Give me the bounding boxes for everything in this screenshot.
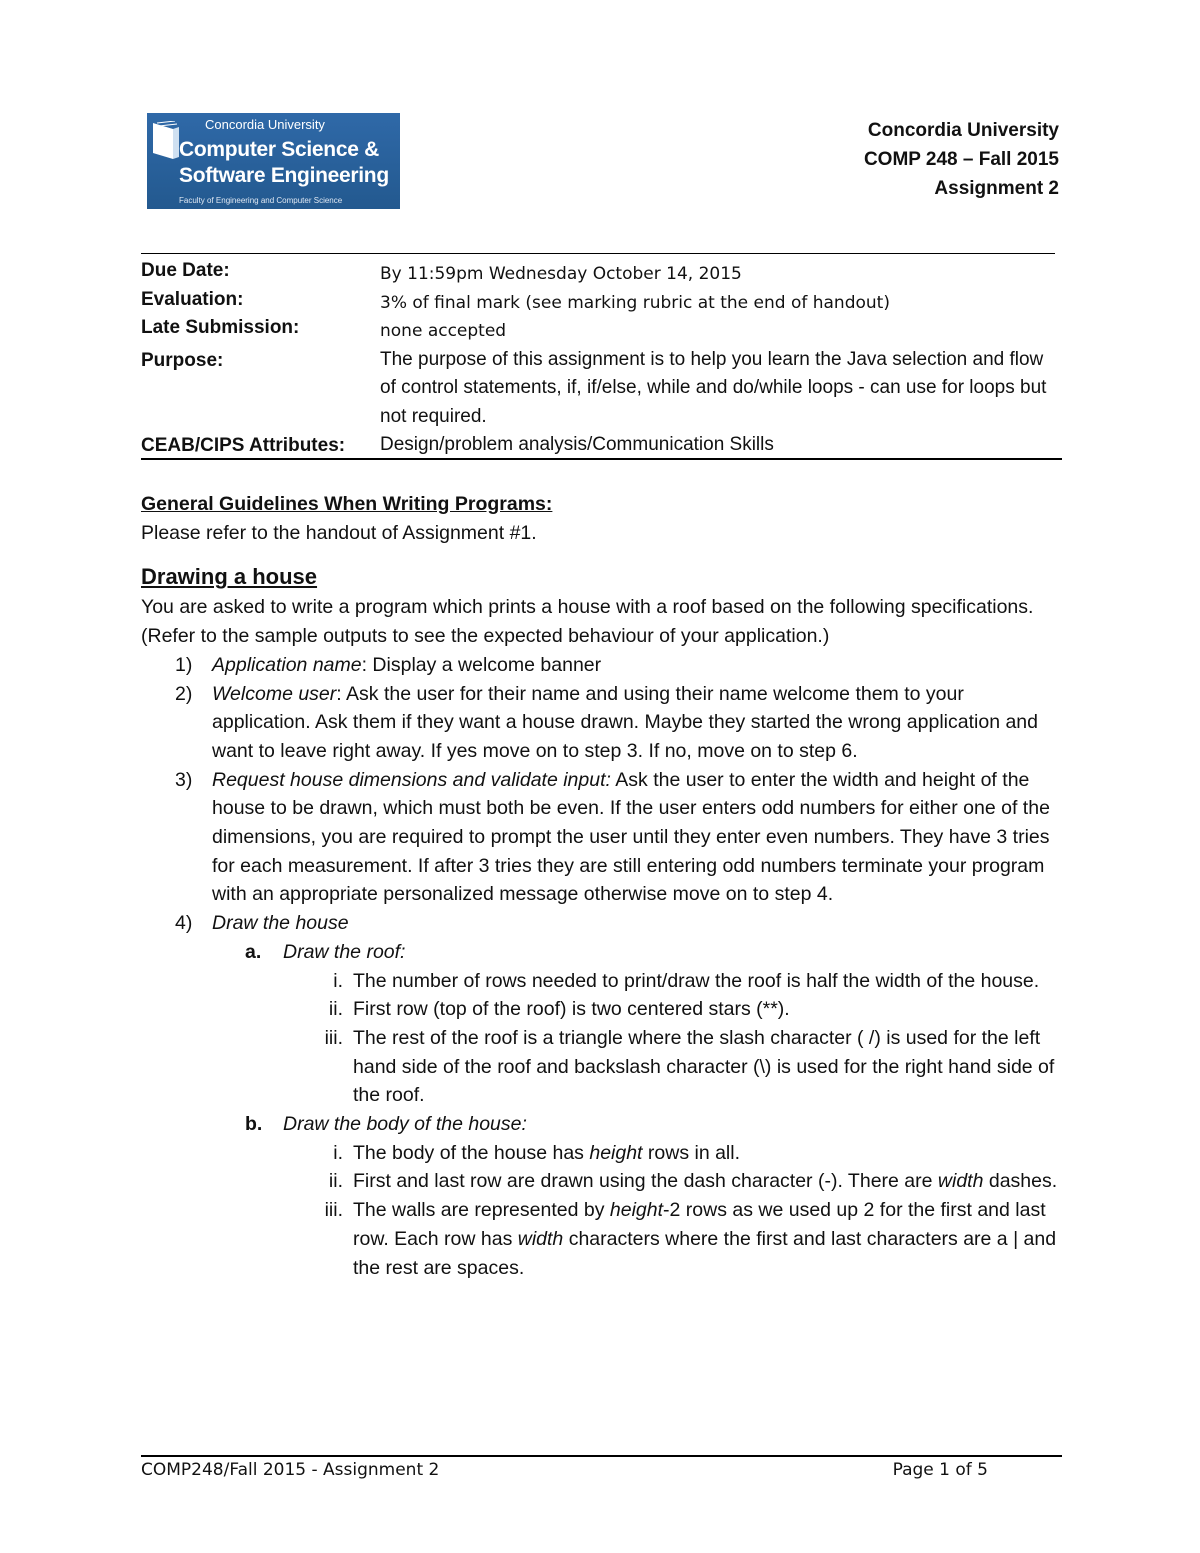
section-intro: You are asked to write a program which prints a house with a roof based on the following specifications. (Refer to the sample outputs to see the expected behaviour of your application.)	[141, 596, 1034, 648]
roman-number: iii.	[324, 1199, 343, 1222]
text-part: The body of the house has	[353, 1141, 590, 1164]
roman-list-item	[141, 967, 1066, 996]
text-part: -2 rows as we used up 2 for the first and last row. Each row has	[353, 1199, 1046, 1250]
header-course: COMP 248 – Fall 2015	[863, 149, 1059, 170]
purpose-label: Purpose:	[141, 349, 224, 371]
list-number: 4)	[175, 912, 193, 935]
roman-number: ii.	[328, 1170, 343, 1193]
header-institution: Concordia University	[867, 120, 1059, 141]
item-title: Request house dimensions and validate input:	[212, 768, 611, 791]
assignment-info-table	[141, 260, 1061, 461]
list-item	[141, 909, 1066, 938]
due-date-label: Due Date:	[141, 260, 230, 281]
header-divider	[141, 253, 1055, 254]
sub-list-letter: a.	[245, 940, 262, 963]
text-emphasis: width	[937, 1170, 984, 1193]
list-number: 2)	[175, 682, 193, 705]
logo-dept-line2: Software Engineering	[179, 164, 389, 187]
logo-dept-line1: Computer Science &	[179, 138, 379, 161]
text-part: characters where the first and last characters are a | and the rest are spaces.	[353, 1227, 1057, 1279]
header-assignment: Assignment 2	[934, 178, 1059, 199]
guidelines-text: Please refer to the handout of Assignment #1.	[141, 521, 537, 544]
roman-number: iii.	[324, 1026, 343, 1049]
item-title: Draw the house	[212, 912, 349, 935]
info-row-purpose	[141, 346, 1061, 432]
item-text: : Ask the user for their name and using their name welcome them to your application. Ask them if they want a house drawn. Maybe they started the wrong application and want to leave right away. If yes move on to step 3. If no, move on to step 6.	[212, 682, 1038, 762]
sub-list-item	[141, 1110, 1066, 1139]
roman-number: ii.	[328, 998, 343, 1021]
roman-list-item	[141, 995, 1066, 1024]
book-emblem-icon	[151, 121, 181, 161]
late-submission-label: Late Submission:	[141, 317, 300, 338]
logo-university-name: Concordia University	[205, 117, 325, 132]
roman-item-text: The rest of the roof is a triangle where the slash character ( /) is used for the left hand side of the roof and backslash character (\) is used for the right hand side of the roof.	[353, 1026, 1055, 1107]
sub-list-letter: b.	[245, 1113, 263, 1136]
ceab-value: Design/problem analysis/Communication Skills	[380, 434, 774, 455]
info-row-late	[141, 317, 1061, 346]
text-emphasis: height	[589, 1141, 643, 1164]
document-body	[141, 490, 1066, 1282]
roman-item-text: The number of rows needed to print/draw the roof is half the width of the house.	[353, 969, 1040, 992]
ceab-label: CEAB/CIPS Attributes:	[141, 435, 346, 456]
info-row-ceab	[141, 431, 1061, 461]
department-logo	[147, 113, 400, 209]
footer-divider	[141, 1455, 1062, 1457]
text-part: First and last row are drawn using the dash character (-). There are	[353, 1170, 938, 1193]
roman-item-text: First row (top of the roof) is two centered stars (**).	[353, 998, 790, 1021]
list-item	[141, 766, 1066, 910]
roman-list-item	[141, 1024, 1066, 1110]
page-number: Page 1 of 5	[892, 1460, 988, 1480]
purpose-value: The purpose of this assignment is to help you learn the Java selection and flow of control statements, if, if/else, while and do/while loops - can use for loops but not required.	[380, 348, 1047, 427]
logo-faculty: Faculty of Engineering and Computer Science	[179, 196, 343, 205]
item-title: Application name	[212, 653, 362, 676]
roman-number: i.	[333, 1141, 343, 1164]
text-emphasis: width	[517, 1227, 564, 1250]
info-table-divider	[141, 458, 1062, 460]
due-date-value: By 11:59pm Wednesday October 14, 2015	[380, 264, 742, 284]
list-item	[141, 680, 1066, 766]
info-row-due	[141, 260, 1061, 289]
sub-list-item	[141, 938, 1066, 967]
info-row-evaluation	[141, 289, 1061, 318]
guidelines-heading: General Guidelines When Writing Programs:	[141, 493, 553, 515]
list-item	[141, 651, 1066, 680]
section-heading: Drawing a house	[141, 564, 318, 590]
text-part: rows in all.	[642, 1141, 741, 1164]
text-emphasis: height	[609, 1199, 664, 1222]
document-header	[864, 116, 1059, 203]
roman-list-item	[141, 1139, 1066, 1168]
text-part: The walls are represented by	[353, 1199, 610, 1222]
text-part: dashes.	[983, 1170, 1058, 1193]
sub-item-title: Draw the roof:	[283, 940, 406, 963]
evaluation-label: Evaluation:	[141, 288, 244, 310]
roman-list-item	[141, 1196, 1066, 1282]
roman-number: i.	[333, 969, 343, 992]
item-text: Ask the user to enter the width and height of the house to be drawn, which must both be even. If the user enters odd numbers for either one of the dimensions, you are required to prompt the user until they enter even numbers. They have 3 tries for each measurement. If after 3 tries they are still entering odd numbers terminate your program with an appropriate personalized message otherwise move on to step 4.	[212, 768, 1050, 906]
item-title: Welcome user	[212, 682, 337, 705]
list-number: 3)	[175, 768, 193, 791]
list-number: 1)	[175, 653, 193, 676]
roman-list-item	[141, 1167, 1066, 1196]
item-text: : Display a welcome banner	[361, 653, 602, 676]
evaluation-value: 3% of final mark (see marking rubric at the end of handout)	[380, 292, 890, 313]
footer-course: COMP248/Fall 2015 - Assignment 2	[141, 1460, 440, 1480]
late-submission-value: none accepted	[380, 321, 507, 341]
sub-item-title: Draw the body of the house:	[283, 1113, 527, 1136]
